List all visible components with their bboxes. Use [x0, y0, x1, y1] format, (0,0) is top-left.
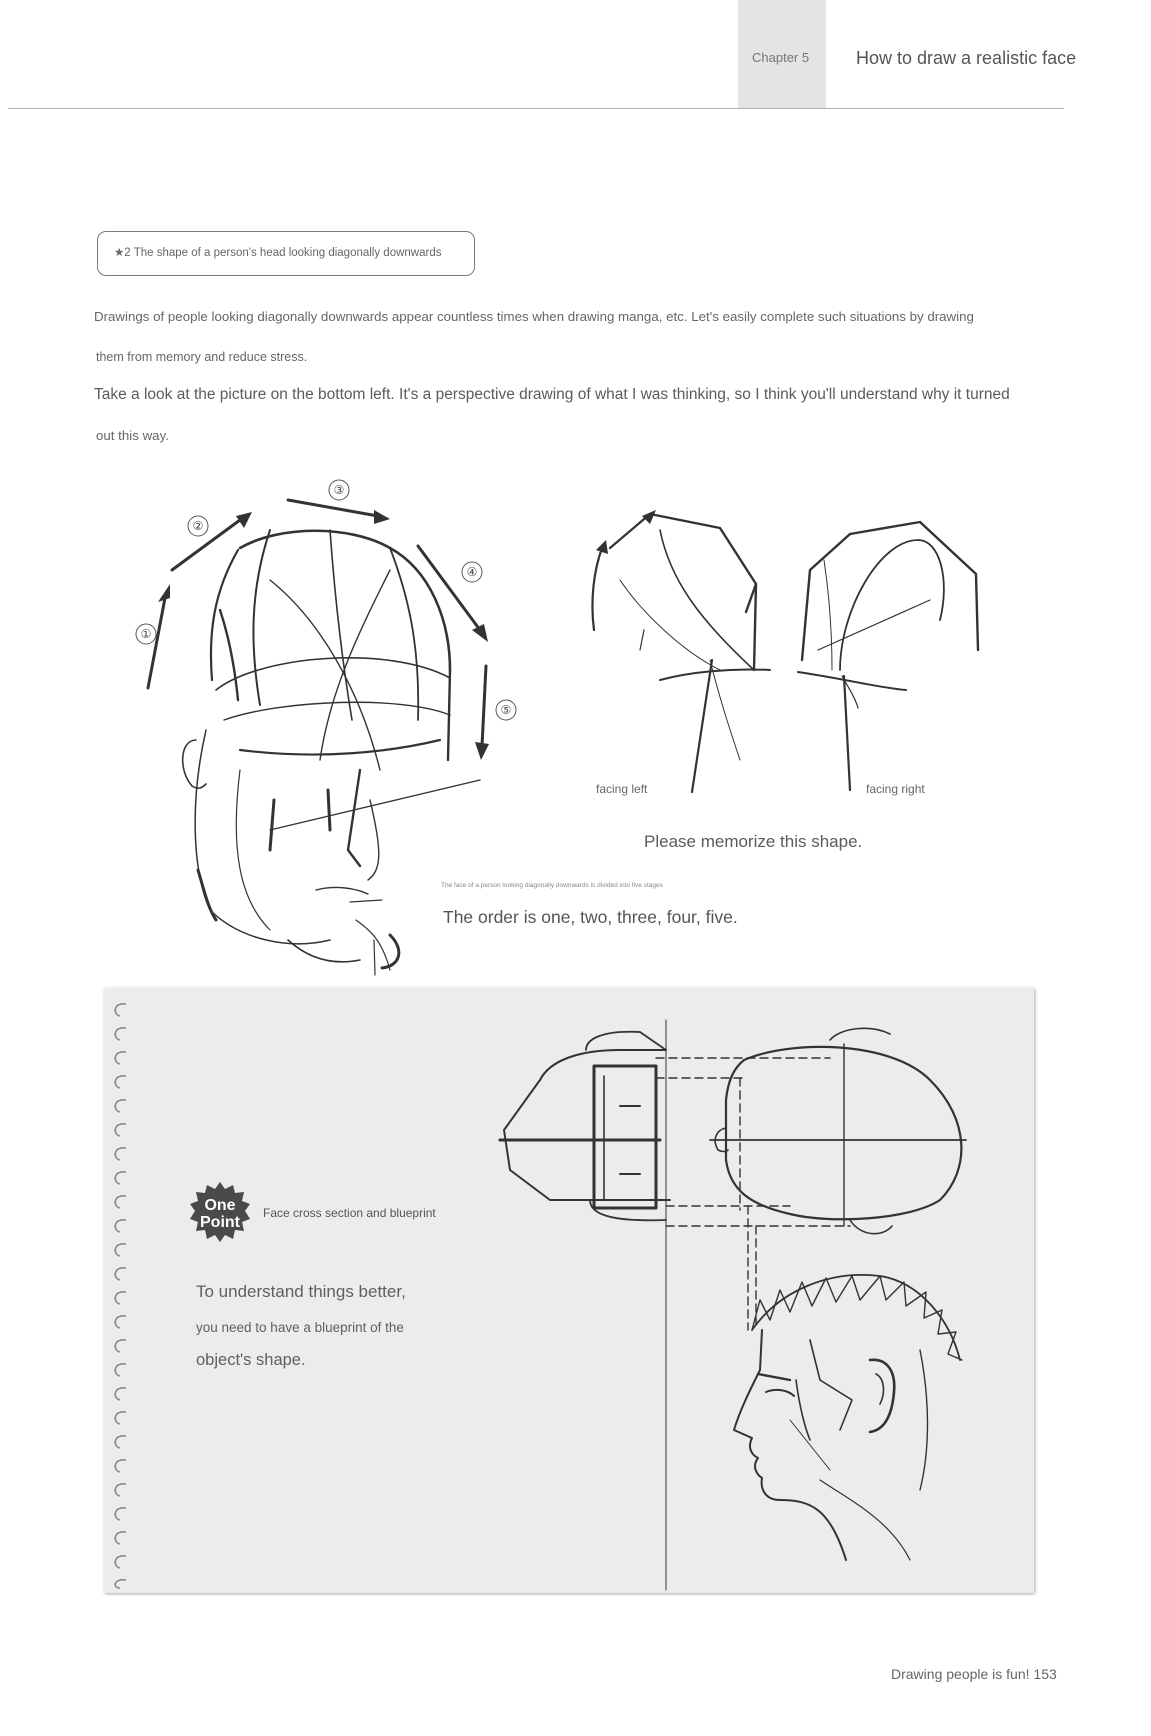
five-stages-caption: The face of a person looking diagonally downwards is divided into five stages	[441, 882, 663, 889]
blueprint-text-line-2: you need to have a blueprint of the	[196, 1320, 404, 1335]
page-title: How to draw a realistic face	[856, 48, 1077, 68]
facing-wireframes-sketch	[580, 500, 990, 810]
facing-right-label: facing right	[866, 782, 925, 796]
head-perspective-sketch	[120, 470, 512, 975]
one-point-badge-line-2: Point	[200, 1214, 240, 1231]
intro-paragraph-line-1: Drawings of people looking diagonally downwards appear countless times when drawing manga, etc. Let's easily complete such situations by drawing	[94, 309, 974, 324]
one-point-badge-line-1: One	[204, 1197, 236, 1214]
stage-number-3: ③	[333, 483, 345, 497]
one-point-badge	[188, 1180, 252, 1244]
page-footer: Drawing people is fun! 153	[891, 1666, 1057, 1682]
facing-left-label: facing left	[596, 782, 648, 796]
perspective-paragraph-line-1: Take a look at the picture on the bottom left. It's a perspective drawing of what I was thinking, so I think you'll understand why it turned	[94, 386, 1010, 403]
stage-number-1: ①	[140, 627, 152, 641]
stage-number-2: ②	[192, 519, 204, 533]
memorize-caption: Please memorize this shape.	[644, 832, 863, 851]
blueprint-text-line-1: To understand things better,	[196, 1282, 406, 1301]
perspective-paragraph-line-2: out this way.	[96, 428, 169, 443]
blueprint-text-line-3: object's shape.	[196, 1351, 306, 1369]
header-divider	[8, 108, 1064, 109]
one-point-label: Face cross section and blueprint	[263, 1206, 436, 1220]
spiral-binding-icon	[106, 990, 134, 1590]
head-blueprint-sketch	[490, 1000, 980, 1590]
section-heading-box: ★2 The shape of a person's head looking diagonally downwards	[97, 231, 475, 276]
stage-number-5: ⑤	[500, 703, 512, 717]
stage-number-4: ④	[466, 565, 478, 579]
chapter-label: Chapter 5	[752, 50, 810, 65]
intro-paragraph-line-2: them from memory and reduce stress.	[96, 350, 308, 364]
order-caption: The order is one, two, three, four, five.	[443, 907, 738, 927]
